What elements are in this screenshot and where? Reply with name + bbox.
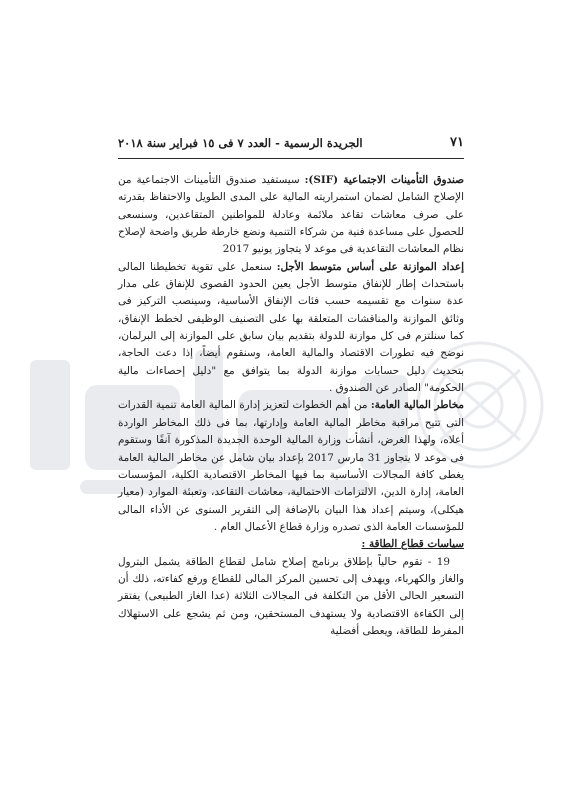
paragraph-fiscal-risks (118, 397, 464, 536)
paragraph-lead: صندوق التأمينات الاجتماعية (SIF): (304, 174, 464, 186)
running-title: الجريدة الرسمية - العدد ٧ فى ١٥ فبراير سنة ٢٠١٨ (118, 136, 363, 150)
paragraph-social-insurance-fund (118, 172, 464, 259)
page-number: ٧١ (450, 135, 464, 150)
paragraph-lead: مخاطر المالية العامة: (370, 399, 464, 412)
paragraph-text: سنعمل على تقوية تخطيطنا المالى باستحداث إطار للإنفاق متوسط الأجل يعين الحدود القصوى للإنفاق على مدار عدة سنوات مع تقسيمه حسب فئات الإنفاق الأساسية، وسينصب التركيز فى وثائق الموازنة والمناقشات المتعلقة بها على التصنيف الوظيفى لخطط الإنفاق، كما سنلتزم فى كل موازنة للدولة بتقديم بيان سابق على الموازنة إلى البرلمان، نوضح فيه تطورات الاقتصاد والمالية العامة، وسنقوم أيضاً، إذا دعت الحاجة، بتحديث دليل حسابات موازنة الدولة بما يتوافق مع "دليل إحصاءات مالية الحكومة" الصادر عن الصندوق . (118, 260, 464, 395)
header-rule (118, 158, 464, 159)
body-text (118, 172, 464, 640)
paragraph-lead: إعداد الموازنة على أساس متوسط الأجل: (276, 260, 464, 273)
paragraph-medium-term-budget (118, 259, 464, 398)
paragraph-text: سيستفيد صندوق التأمينات الاجتماعية من الإصلاح الشامل لضمان استمراريته المالية على المدى الطويل والاحتفاظ بقدرته على صرف معاشات تقاعد ملائمة وعادلة للمواطنين المتقاعدين، وسنسعى للحصول على مساعدة فنية من شركاء التنمية ونضع خارطة طريق واضحة لإصلاح نظام المعاشات التقاعدية فى موعد لا يتجاوز يونيو 2017 (118, 174, 464, 256)
paragraph-energy-reform: 19 - تقوم حالياً بإطلاق برنامج إصلاح شامل لقطاع الطاقة يشمل البترول والغاز والكهرباء، ويهدف إلى تحسين المركز المالى للقطاع ورفع كفاءته، ذلك أن التسعير الحالى الأقل من التكلفة فى المجالات الثلاثة (عدا الغاز الطبيعى) يفتقر إلى الكفاءة الاقتصادية ولا يستهدف المستحقين، ومن ثم يشجع على الاستهلاك المفرط للطاقة، ويعطى أفضلية (118, 555, 464, 637)
page-header (118, 133, 464, 155)
section-heading-energy: سياسات قطاع الطاقة : (361, 538, 464, 551)
paragraph-text: من أهم الخطوات لتعزيز إدارة المالية العامة تنمية القدرات التى تتيح مراقبة مخاطر المالية العامة وإدارتها، بما فى ذلك المخاطر الواردة أعلاه، ولهذا الغرض، أنشأت وزارة المالية الوحدة الجديدة المذكورة آنفًا وستقوم فى موعد لا يتجاوز 31 مارس 2017 بإعداد بيان شامل عن مخاطر المالية العامة يغطى كافة المجالات الأساسية بما فيها المخاطر الاقتصادية الكلية، المؤسسات العامة، إدارة الدين، الالتزامات الاحتمالية، معاشات التقاعد، وتعبئة الموارد (معيار هيكلى)، وسيتم إعداد هذا البيان بالإضافة إلى التقرير السنوى عن الأداء المالى للمؤسسات العامة الذى تصدره وزارة قطاع الأعمال العام . (118, 399, 465, 533)
